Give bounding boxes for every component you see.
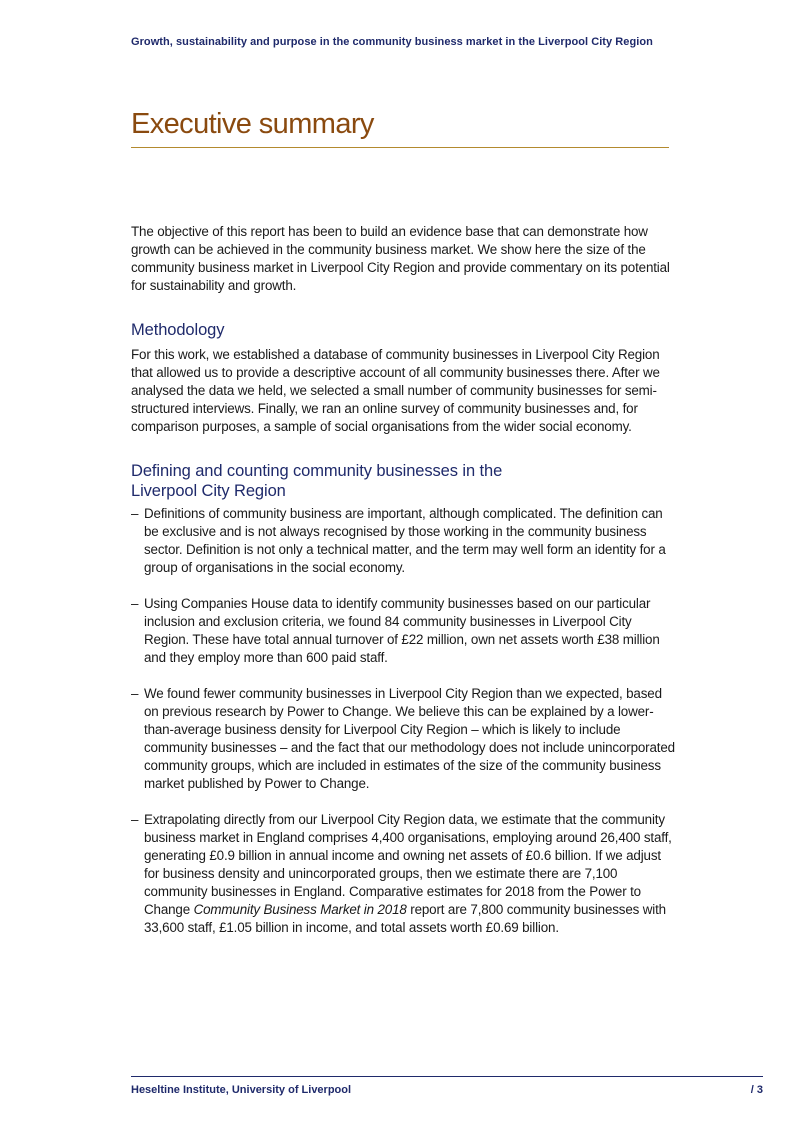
findings-list [131,505,676,937]
defining-heading-line2: Liverpool City Region [131,482,286,500]
footer-divider [131,1076,763,1077]
footer-institution: Heseltine Institute, University of Liverpool [131,1084,352,1096]
methodology-heading: Methodology [131,321,225,339]
dash-marker: – [131,596,139,611]
page-number: / 3 [750,1084,763,1096]
dash-marker: – [131,506,139,521]
intro-paragraph: The objective of this report has been to build an evidence base that can demonstrate how growth can be achieved in the community business market. We show here the size of the community business market in Liverpool City Region and provide commentary on its potential for sustainability and growth. [131,224,670,293]
list-item [131,811,676,937]
list-item-text-part: report are 7,800 community businesses with 33,600 staff, £1.05 billion in income, and total assets worth £0.69 billion. [144,902,666,935]
list-item-text: Definitions of community business are important, although complicated. The definition can be exclusive and is not always recognised by those working in the community business sector. Definition is not only a technical matter, and the term may well form an identity for a group of organisations in the social economy. [144,506,666,575]
list-item [131,685,676,793]
list-item-text: We found fewer community businesses in Liverpool City Region than we expected, based on previous research by Power to Change. We believe this can be explained by a lower-than-average business density for Liverpool City Region – which is likely to include community businesses – and the fact that our methodology does not include unincorporated community groups, which are included in estimates of the size of the community business market published by Power to Change. [144,686,675,791]
main-content [131,223,676,937]
list-item [131,505,676,577]
methodology-paragraph: For this work, we established a database of community businesses in Liverpool City Region that allowed us to provide a descriptive account of all community businesses there. After we analysed the data we held, we selected a small number of community businesses for semi-structured interviews. Finally, we ran an online survey of community businesses and, for comparison purposes, a sample of social organisations from the wider social economy. [131,347,660,434]
list-item-text: Using Companies House data to identify community businesses based on our particular inclusion and exclusion criteria, we found 84 community businesses in Liverpool City Region. These have total annual turnover of £22 million, own net assets worth £38 million and they employ more than 600 paid staff. [144,596,660,665]
defining-heading-line1: Defining and counting community businesses in the [131,462,503,480]
defining-heading [131,461,676,501]
page-title: Executive summary [131,108,374,140]
dash-marker: – [131,812,139,827]
dash-marker: – [131,686,139,701]
title-divider [131,147,669,148]
list-item [131,595,676,667]
list-item-text [144,812,672,935]
list-item-text-part: Extrapolating directly from our Liverpool City Region data, we estimate that the community business market in England comprises 4,400 organisations, employing around 26,400 staff, generating £0.9 billion in annual income and owning net assets of £0.6 billion. If we adjust for business density and unincorporated groups, then we estimate there are 7,100 community businesses in England. Comparative estimates for 2018 from the Power to Change [144,812,672,917]
running-header: Growth, sustainability and purpose in the community business market in the Liverpool City Region [131,36,653,48]
report-title-italic: Community Business Market in 2018 [193,902,407,917]
